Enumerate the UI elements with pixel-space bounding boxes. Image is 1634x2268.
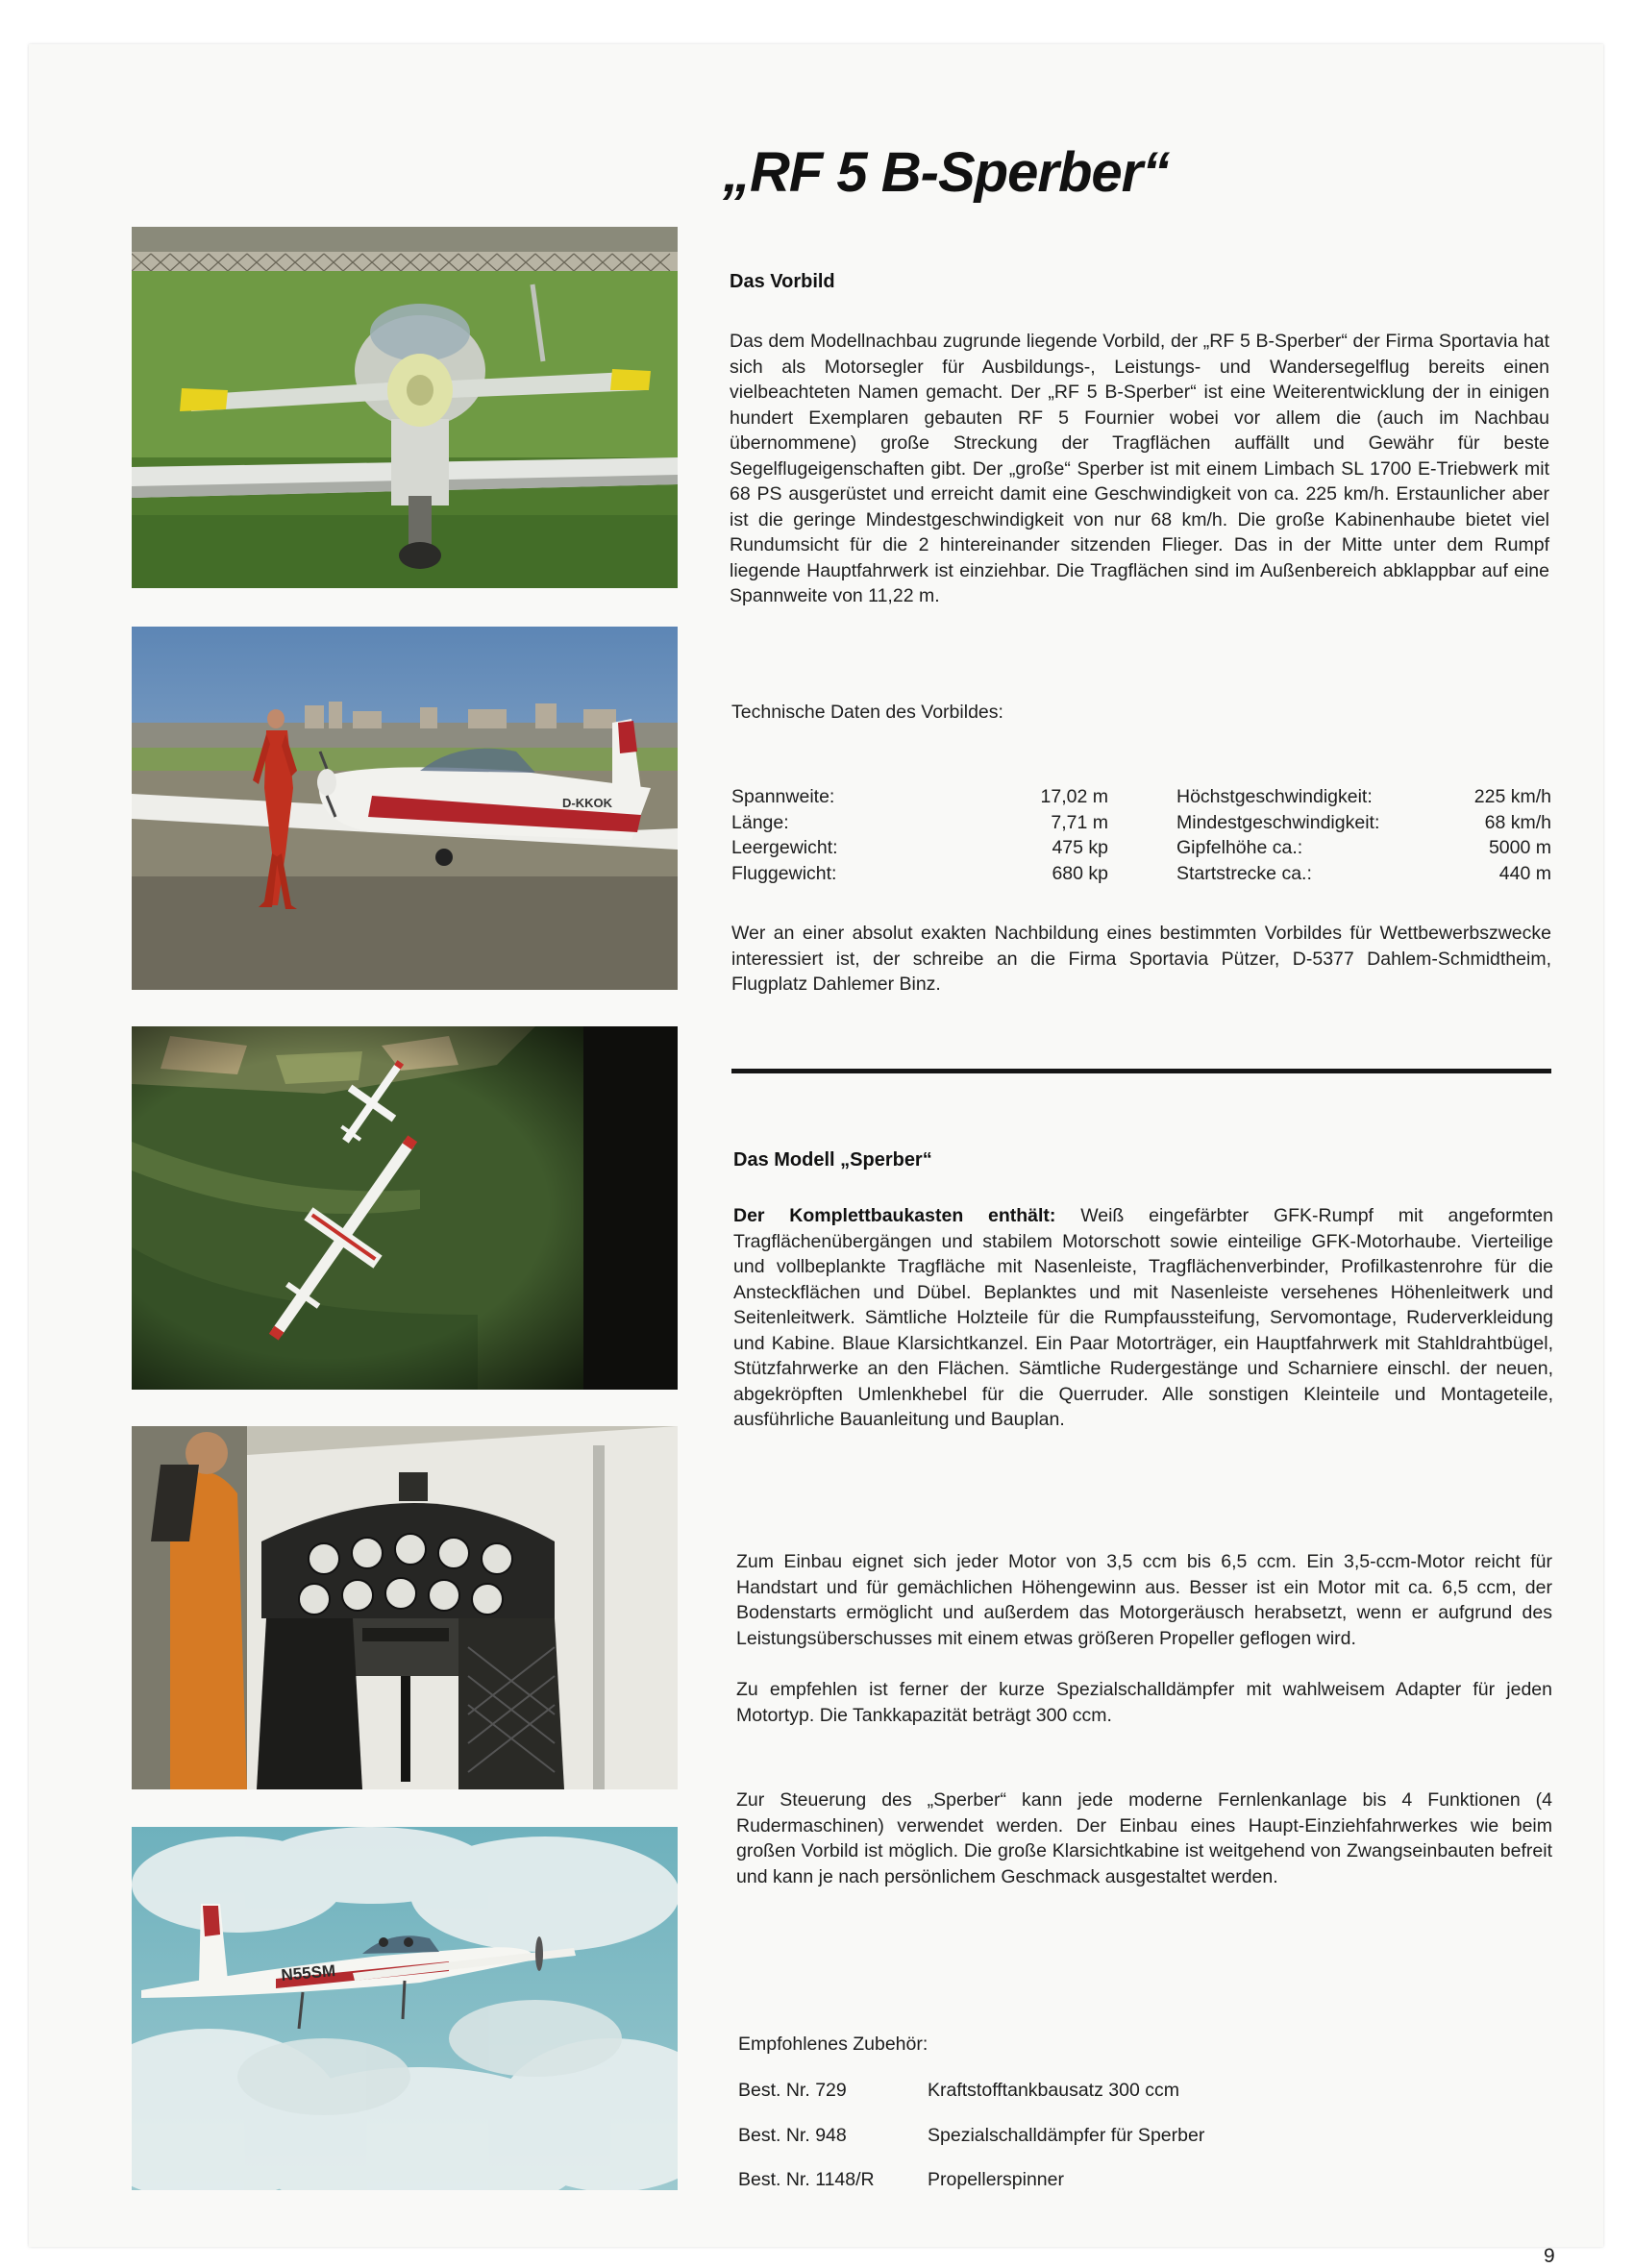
spec-value: 475 kp bbox=[1052, 837, 1108, 858]
accessory-item bbox=[738, 2125, 1204, 2147]
specs-left-column bbox=[731, 784, 1108, 886]
spec-row bbox=[731, 810, 1108, 836]
spec-label: Gipfelhöhe ca.: bbox=[1176, 837, 1303, 858]
accessory-number: Best. Nr. 1148/R bbox=[738, 2169, 875, 2190]
photo-cockpit bbox=[132, 1426, 678, 1789]
spec-row bbox=[1176, 835, 1551, 861]
accessory-name: Kraftstofftankbausatz 300 ccm bbox=[928, 2080, 1179, 2101]
specs-intro: Technische Daten des Vorbildes: bbox=[731, 702, 1003, 723]
spec-label: Spannweite: bbox=[731, 786, 835, 807]
muffler-paragraph: Zu empfehlen ist ferner der kurze Spezialschalldämpfer mit wahlweisem Adapter für jeden Motortyp. Die Tankkapazität beträgt 300 ccm. bbox=[736, 1679, 1552, 1726]
control-paragraph: Zur Steuerung des „Sperber“ kann jede moderne Fernlenkanlage bis 4 Funktionen (4 Rudermaschinen) verwendet werden. Der Einbau eines Haupt-Einziehfahrwerkes wie beim großen Vorbild ist möglich. Die große Klarsichtkabine ist weitgehend von Zwangseinbauten befreit und kann je nach persönlichem Geschmack ausgestaltet werden. bbox=[736, 1789, 1552, 1887]
kit-paragraph bbox=[733, 1203, 1553, 1433]
spec-row bbox=[1176, 810, 1551, 836]
spec-value: 7,71 m bbox=[1051, 811, 1108, 833]
spec-row bbox=[731, 784, 1108, 810]
accessory-number: Best. Nr. 948 bbox=[738, 2125, 847, 2146]
accessory-name: Spezialschalldämpfer für Sperber bbox=[928, 2125, 1205, 2146]
spec-value: 225 km/h bbox=[1473, 786, 1551, 807]
spec-label: Mindestgeschwindigkeit: bbox=[1176, 811, 1380, 833]
spec-row bbox=[731, 861, 1108, 887]
kit-text: Weiß eingefärbter GFK-Rumpf mit angeformten Tragflächenübergängen und stabilem Motorschott sowie einteilige GFK-Motorhaube. Vierteilige und vollbeplankte Tragfläche mit Nasenleiste, Tragflächenverbinder, Profilkastenrohre für die Ansteckflächen und Dübel. Beplanktes und mit Nasenleiste versehenes Höhenleitwerk und Seitenleitwerk. Sämtliche Holzteile für die Rumpfaussteifung, Servomontage, Ruderverkleidung und Kabine. Blaue Klarsichtkanzel. Ein Paar Motorträger, ein Hauptfahrwerk mit Stahldrahtbügel, Stützfahrwerke an den Flächen. Sämtliche Rudergestänge und Scharniere einschl. der neuen, abgekröpften Umlenkhebel für die Querruder. Alle sonstigen Kleinteile und Montageteile, ausführliche Bauanleitung und Bauplan. bbox=[733, 1205, 1553, 1430]
spec-label: Fluggewicht: bbox=[731, 862, 837, 884]
vorbild-paragraph: Das dem Modellnachbau zugrunde liegende Vorbild, der „RF 5 B-Sperber“ der Firma Sportavia hat sich als Motorsegler für Ausbildungs-, Leistungs- und Wandersegelflug bereits einen vielbeachteten Namen gemacht. Der „RF 5 B-Sperber“ ist eine Weiterentwicklung der in einigen hundert Exemplaren gebauten RF 5 Fournier wobei vor allem die (auch im Nachbau übernommene) große Streckung der Tragflächen auffällt und Gewähr für beste Segelflugeigenschaften gibt. Der „große“ Sperber ist mit einem Limbach SL 1700 E-Triebwerk mit 68 PS ausgerüstet und erreicht damit eine Geschwindigkeit von ca. 225 km/h. Erstaunlicher aber ist die geringe Mindestgeschwindigkeit von nur 68 km/h. Die große Kabinenhaube bietet viel Rundumsicht für die 2 hintereinander sitzenden Flieger. Das in der Mitte unter dem Rumpf liegende Hauptfahrwerk ist einziehbar. Die Tragflächen sind im Außenbereich abklappbar auf eine Spannweite von 11,22 m. bbox=[730, 331, 1549, 606]
spec-row bbox=[1176, 784, 1551, 810]
page-number: 9 bbox=[1544, 2245, 1555, 2267]
spec-row bbox=[731, 835, 1108, 861]
contact-paragraph: Wer an einer absolut exakten Nachbildung eines bestimmten Vorbildes für Wettbewerbszwecke interessiert ist, der schreibe an die Firma Sportavia Pützer, D-5377 Dahlem-Schmidtheim, Flugplatz Dahlemer Binz. bbox=[731, 923, 1551, 995]
photo-in-flight bbox=[132, 1827, 678, 2190]
section-divider bbox=[731, 1069, 1551, 1073]
accessory-number: Best. Nr. 729 bbox=[738, 2080, 847, 2101]
photo-front-propeller bbox=[132, 227, 678, 588]
spec-label: Startstrecke ca.: bbox=[1176, 862, 1312, 884]
photo-aerial-gliders bbox=[132, 1026, 678, 1390]
spec-value: 680 kp bbox=[1052, 862, 1108, 884]
registration-text: N55SM bbox=[280, 1961, 336, 1984]
spec-label: Länge: bbox=[731, 811, 789, 833]
accessory-item bbox=[738, 2080, 1179, 2102]
accessory-item bbox=[738, 2169, 1064, 2191]
registration-text: D-KKOK bbox=[562, 796, 612, 810]
photo-pilot-airfield bbox=[132, 627, 678, 990]
page-title: „RF 5 B-Sperber“ bbox=[723, 141, 1170, 204]
section-heading-modell: Das Modell „Sperber“ bbox=[733, 1149, 932, 1171]
kit-label: Der Komplettbaukasten enthält: bbox=[733, 1205, 1056, 1226]
section-heading-vorbild: Das Vorbild bbox=[730, 271, 835, 292]
spec-row bbox=[1176, 861, 1551, 887]
spec-value: 440 m bbox=[1498, 862, 1551, 884]
spec-value: 68 km/h bbox=[1484, 811, 1551, 833]
accessories-heading: Empfohlenes Zubehör: bbox=[738, 2034, 928, 2055]
specs-right-column bbox=[1176, 784, 1551, 886]
spec-label: Leergewicht: bbox=[731, 837, 838, 858]
spec-label: Höchstgeschwindigkeit: bbox=[1176, 786, 1373, 807]
specs-table bbox=[731, 784, 1551, 890]
spec-value: 17,02 m bbox=[1040, 786, 1108, 807]
spec-value: 5000 m bbox=[1488, 837, 1551, 858]
accessory-name: Propellerspinner bbox=[928, 2169, 1064, 2190]
motor-paragraph: Zum Einbau eignet sich jeder Motor von 3,5 ccm bis 6,5 ccm. Ein 3,5-ccm-Motor reicht für Handstart und für gemächlichen Höhengewinn aus. Besser ist ein Motor mit ca. 6,5 ccm, der Bodenstarts ermöglicht und außerdem das Motorgeräusch herabsetzt, wenn er aufgrund des Leistungsüberschusses mit einem etwas größeren Propeller geflogen wird. bbox=[736, 1551, 1552, 1649]
brochure-page bbox=[29, 44, 1603, 2267]
